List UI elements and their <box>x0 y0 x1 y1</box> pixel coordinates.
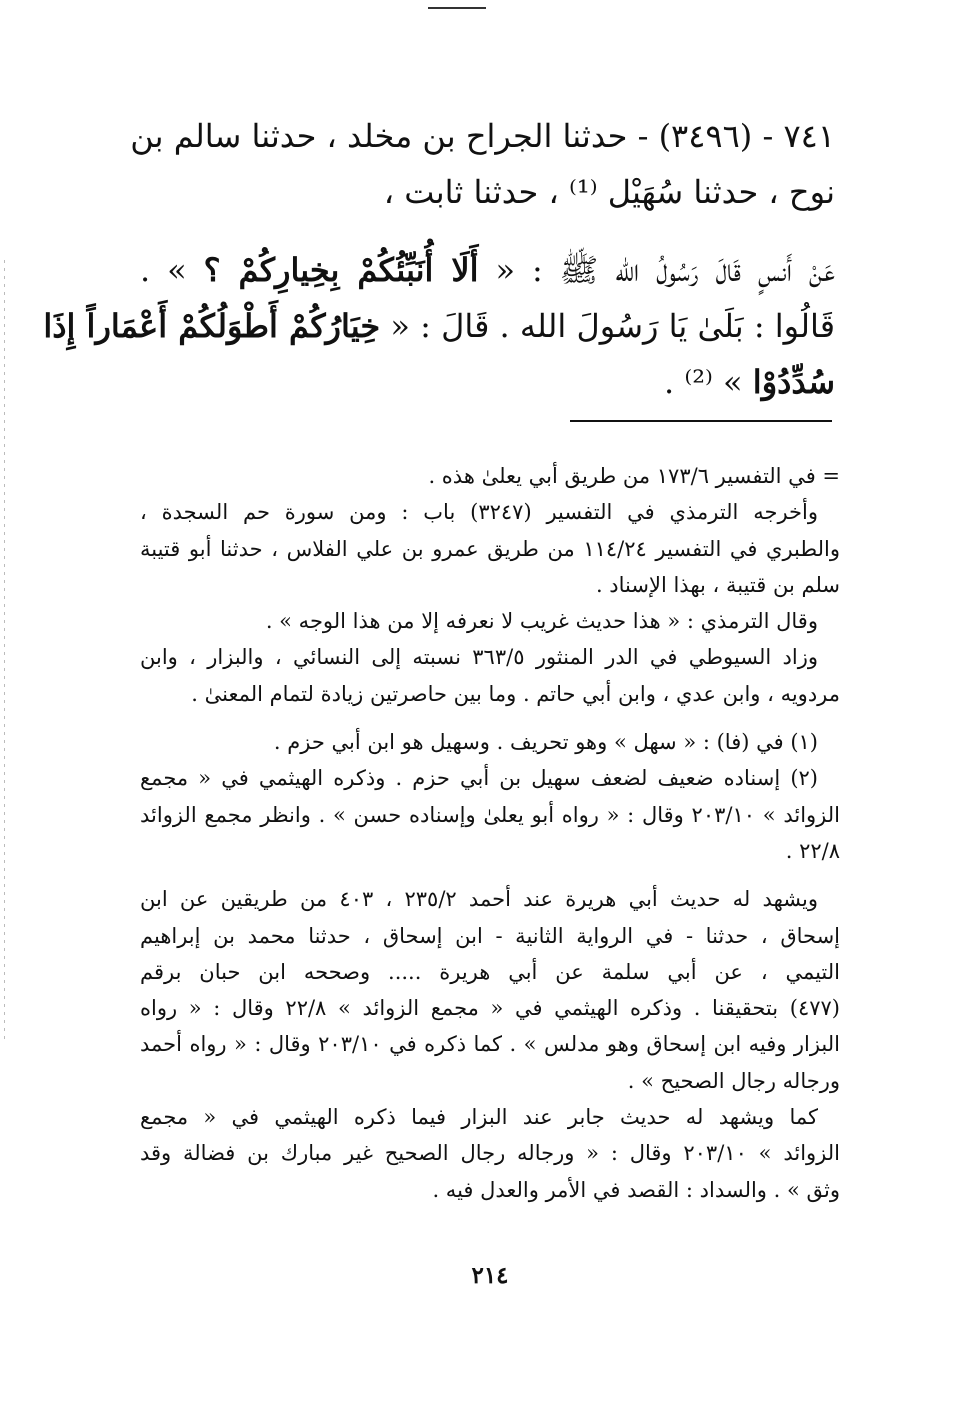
matn-line <box>140 354 835 410</box>
matn-line <box>43 298 835 354</box>
note-line: والطبري في التفسير ١١٤/٢٤ من طريق عمرو بن علي الفلاس ، حدثنا أبو قتيبة <box>140 536 840 561</box>
isnad-line: ٧٤١ - (٣٤٩٦) - حدثنا الجراح بن مخلد ، حدثنا سالم بن <box>130 117 835 155</box>
note-line: التيمي ، عن أبي سلمة عن أبي هريرة ..... وصححه ابن حبان برقم <box>140 959 840 984</box>
note-line: الزوائد » ٢٠٣/١٠ وقال : « رواه أبو يعلىٰ وإسناده حسن » . وانظر مجمع الزوائد <box>140 802 840 827</box>
note-line: مردويه ، وابن عدي ، وابن أبي حاتم . وما بين حاصرتين زيادة لتمام المعنىٰ . <box>191 681 840 706</box>
top-rule <box>428 7 486 9</box>
matn-text: » . <box>140 251 187 289</box>
note-line: الزوائد » ٢٠٣/١٠ وقال : « ورجاله رجال الصحيح غير مبارك بن فضالة وقد <box>140 1141 840 1166</box>
note-line: (٤٧٧) بتحقيقنا . وذكره الهيثمي في « مجمع الزوائد » ٢٢/٨ وقال : « رواه <box>140 996 840 1021</box>
matn-quote: أَلَا أُنَبِّئُكُمْ بِخِيارِكُمْ ؟ <box>203 251 479 289</box>
scan-margin-mark <box>4 260 5 1040</box>
note-line: وقال الترمذي : « هذا حديث غريب لا نعرفه إلا من هذا الوجه » . <box>265 609 818 634</box>
note-line: (١) في (فا) : « سهل » وهو تحريف . وسهيل هو ابن أبي حزم . <box>273 730 818 755</box>
note-line: إسحاق ، حدثنا - في الرواية الثانية - ابن إسحاق ، حدثنا محمد بن إبراهيم <box>140 923 840 948</box>
carryover-note <box>140 458 840 712</box>
supporting-paragraph-2 <box>140 1099 840 1208</box>
matn-quote: سُدِّدُوْا <box>752 363 835 401</box>
matn-quote: خِيَارُكُمْ أَطْوَلُكُمْ أَعْمَاراً إِذَا <box>43 307 381 345</box>
matn-text: قَالُوا : بَلَىٰ يَا رَسُولَ الله . قَالَ : « <box>390 307 835 345</box>
note-line: كما ويشهد له حديث جابر عند البزار فيما ذكره الهيثمي في « مجمع <box>140 1105 818 1130</box>
note-line: سلم بن قتيبة ، بهذا الإسناد . <box>595 572 840 597</box>
hadith-matn <box>43 242 836 410</box>
footnote-1 <box>140 724 840 760</box>
isnad-line: نوح ، حدثنا سُهَيْل ⁽¹⁾ ، حدثنا ثابت ، <box>383 173 835 211</box>
note-line: = في التفسير ١٧٣/٦ من طريق أبي يعلىٰ هذه . <box>428 464 840 488</box>
matn-text: » ⁽²⁾ . <box>663 363 743 401</box>
footnote-separator <box>570 420 832 422</box>
hadith-isnad <box>130 108 835 220</box>
note-line: ٢٢/٨ . <box>785 838 840 863</box>
note-line: وثق » . والسداد : القصد في الأمر والعدل فيه . <box>432 1177 840 1202</box>
footnotes <box>140 458 840 1208</box>
matn-text: عَنْ أَنسٍ قَالَ رَسُولُ الله ﷺ : « <box>495 251 836 289</box>
footnote-2 <box>140 760 840 869</box>
matn-line <box>140 242 835 298</box>
supporting-paragraph-1 <box>140 881 840 1099</box>
page-number: ٢١٤ <box>471 1262 509 1289</box>
note-line: (٢) إسناده ضعيف لضعف سهيل بن أبي حزم . وذكره الهيثمي في « مجمع <box>140 766 818 791</box>
note-line: وأخرجه الترمذي في التفسير (٣٢٤٧) باب : ومن سورة حم السجدة ، <box>140 500 818 525</box>
note-line: البزار وفيه ابن إسحاق وهو مدلس » . كما ذكره في ٢٠٣/١٠ وقال : « رواه أحمد <box>140 1032 840 1057</box>
note-line: ويشهد له حديث أبي هريرة عند أحمد ٢٣٥/٢ ، ٤٠٣ من طريقين عن ابن <box>140 887 818 912</box>
note-line: وزاد السيوطي في الدر المنثور ٣٦٣/٥ نسبته إلى النسائي ، والبزار ، وابن <box>140 645 818 670</box>
note-line: ورجاله رجال الصحيح » . <box>627 1068 840 1093</box>
